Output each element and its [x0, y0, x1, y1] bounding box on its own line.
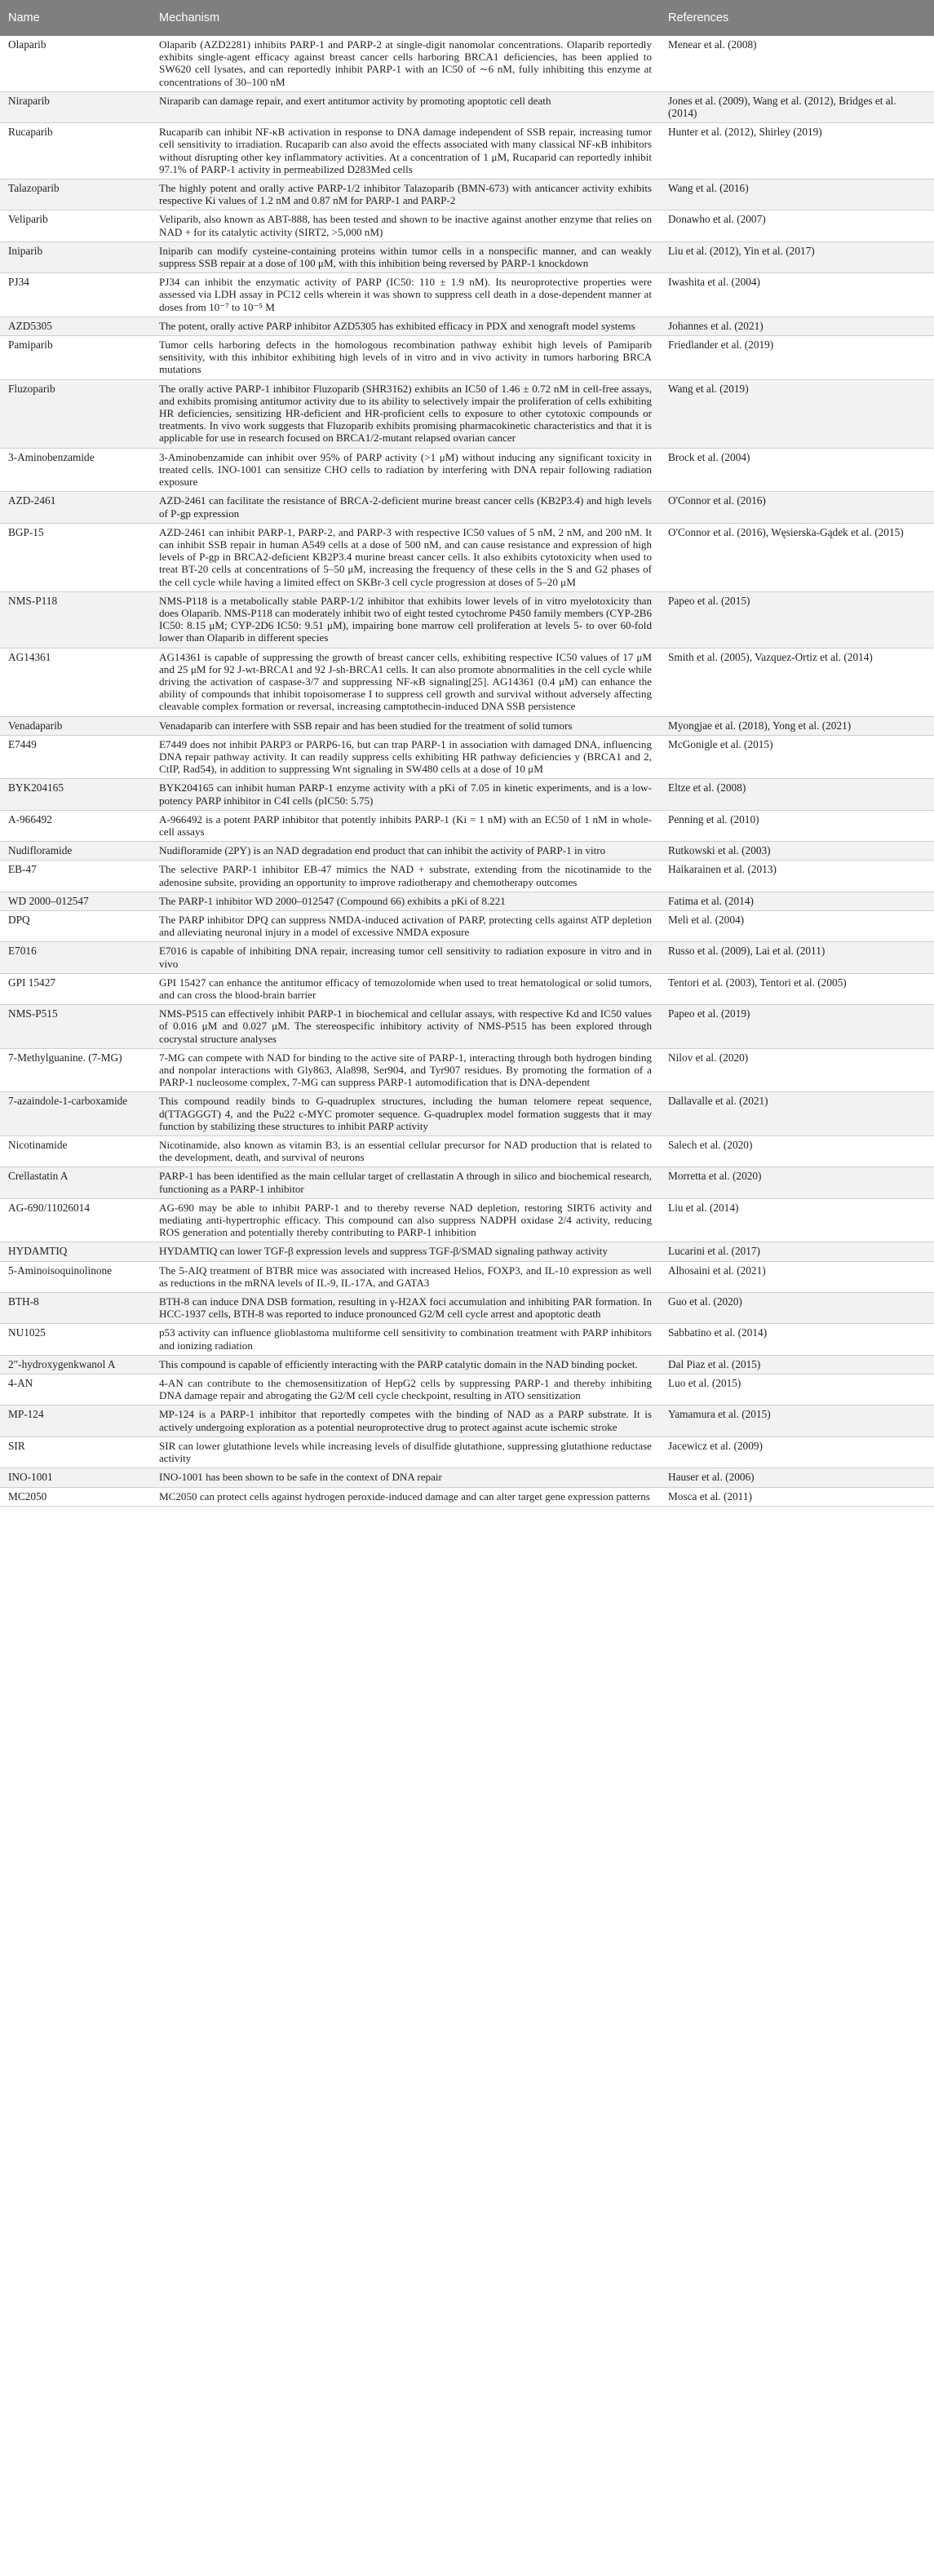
mechanism-cell: The PARP inhibitor DPQ can suppress NMDA-induced activation of PARP, protecting cells against ATP depletion and alleviating neuronal injury in a model of excessive NMDA exposure — [151, 910, 660, 941]
drug-name-cell: Fluzoparib — [0, 379, 151, 448]
drug-name-cell: 7-azaindole-1-carboxamide — [0, 1092, 151, 1136]
table-row — [0, 336, 934, 380]
table-row — [0, 1242, 934, 1261]
references-cell: Tentori et al. (2003), Tentori et al. (2005) — [660, 973, 934, 1004]
mechanism-cell: This compound is capable of efficiently interacting with the PARP catalytic domain in the NAD binding pocket. — [151, 1355, 660, 1374]
drug-name-cell: E7449 — [0, 735, 151, 779]
mechanism-cell: AZD-2461 can inhibit PARP-1, PARP-2, and PARP-3 with respective IC50 values of 5 nM, 2 nM, and 200 nM. It can inhibit SSB repair in human A549 cells at a dose of 500 nM, and can cause resistance and expression of high levels of P-gp in BRCA2-deficient KB2P3.4 murine breast cancer cells. It also exhibits cytotoxicity when used to treat BT-20 cells at concentrations of 5–50 μM, increasing the frequency of these cells in the S and G2 phases of the cell cycle while having a limited effect on SKBr-3 cell cycle progression at doses of 5–20 μM — [151, 523, 660, 591]
table-row — [0, 973, 934, 1004]
references-cell: Liu et al. (2012), Yin et al. (2017) — [660, 241, 934, 272]
mechanism-cell: Nicotinamide, also known as vitamin B3, is an essential cellular precursor for NAD production that is related to the development, death, and survival of neurons — [151, 1136, 660, 1167]
references-cell: McGonigle et al. (2015) — [660, 735, 934, 779]
table-row — [0, 1324, 934, 1355]
table-row — [0, 523, 934, 591]
mechanism-cell: Venadaparib can interfere with SSB repair and has been studied for the treatment of solid tumors — [151, 716, 660, 735]
table-row — [0, 91, 934, 122]
drug-name-cell: E7016 — [0, 942, 151, 973]
table-row — [0, 892, 934, 910]
drug-name-cell: BTH-8 — [0, 1293, 151, 1324]
drug-name-cell: DPQ — [0, 910, 151, 941]
references-cell: O'Connor et al. (2016) — [660, 492, 934, 523]
table-row — [0, 1092, 934, 1136]
mechanism-cell: The highly potent and orally active PARP-1/2 inhibitor Talazoparib (BMN-673) with anticancer activity exhibits respective Ki values of 1.2 nM and 0.87 nM for PARP-1 and PARP-2 — [151, 179, 660, 210]
mechanism-cell: NMS-P515 can effectively inhibit PARP-1 in biochemical and cellular assays, with respective Kd and IC50 values of 0.016 μM and 0.027 μM. The stereospecific inhibitory activity of NMS-P515 has been explored through cocrystal structure analyses — [151, 1005, 660, 1049]
references-cell: Donawho et al. (2007) — [660, 210, 934, 241]
drug-name-cell: 3-Aminobenzamide — [0, 448, 151, 492]
drug-name-cell: 5-Aminoisoquinolinone — [0, 1261, 151, 1292]
references-cell: Penning et al. (2010) — [660, 810, 934, 841]
table-row — [0, 779, 934, 810]
references-cell: Smith et al. (2005), Vazquez-Ortiz et al. (2014) — [660, 648, 934, 716]
table-row — [0, 861, 934, 892]
mechanism-cell: Olaparib (AZD2281) inhibits PARP-1 and PARP-2 at single-digit nanomolar concentrations. Olaparib reportedly exhibits single-agent efficacy against breast cancer cells harboring BRCA1 deficiencies, has been applied to SW620 cell lysates, and can reportedly inhibit PARP-1 with an IC50 of ∼6 nM, fully inhibiting this enzyme at concentrations of 30–100 nM — [151, 36, 660, 91]
mechanism-cell: PJ34 can inhibit the enzymatic activity of PARP (IC50: 110 ± 1.9 nM). Its neuroprotective properties were assessed via LDH assay in PC12 cells wherein it was shown to suppress cell death in a dose-dependent manner at doses from 10⁻⁷ to 10⁻⁵ M — [151, 273, 660, 317]
mechanism-cell: PARP-1 has been identified as the main cellular target of crellastatin A through in silico and biochemical research, functioning as a PARP-1 inhibitor — [151, 1167, 660, 1198]
references-cell: Johannes et al. (2021) — [660, 316, 934, 335]
mechanism-cell: Iniparib can modify cysteine-containing proteins within tumor cells in a nonspecific manner, and can weakly suppress SSB repair at a dose of 100 μM, with this inhibition being reversed by PARP-1 knockdown — [151, 241, 660, 272]
references-cell: Mosca et al. (2011) — [660, 1487, 934, 1506]
drug-name-cell: BGP-15 — [0, 523, 151, 591]
references-cell: Wang et al. (2016) — [660, 179, 934, 210]
drug-name-cell: EB-47 — [0, 861, 151, 892]
references-cell: Rutkowski et al. (2003) — [660, 842, 934, 861]
drug-name-cell: Pamiparib — [0, 336, 151, 380]
mechanism-cell: GPI 15427 can enhance the antitumor efficacy of temozolomide when used to treat hematological or solid tumors, and can cross the blood-brain barrier — [151, 973, 660, 1004]
references-cell: O'Connor et al. (2016), Węsierska-Gądek et al. (2015) — [660, 523, 934, 591]
references-cell: Jacewicz et al. (2009) — [660, 1436, 934, 1467]
drug-name-cell: AZD-2461 — [0, 492, 151, 523]
drug-name-cell: AG-690/11026014 — [0, 1198, 151, 1242]
references-cell: Papeo et al. (2019) — [660, 1005, 934, 1049]
mechanism-cell: MP-124 is a PARP-1 inhibitor that reportedly competes with the binding of NAD as a PARP substrate. It is actively undergoing exploration as a potential neuroprotective drug to protect against acute ischemic stroke — [151, 1405, 660, 1436]
table-row — [0, 1405, 934, 1436]
drug-name-cell: GPI 15427 — [0, 973, 151, 1004]
mechanism-cell: Veliparib, also known as ABT-888, has been tested and shown to be inactive against another enzyme that relies on NAD + for its catalytic activity (SIRT2, >5,000 nM) — [151, 210, 660, 241]
table-row — [0, 123, 934, 179]
mechanism-cell: Niraparib can damage repair, and exert antitumor activity by promoting apoptotic cell death — [151, 91, 660, 122]
table-row — [0, 716, 934, 735]
mechanism-cell: p53 activity can influence glioblastoma multiforme cell sensitivity to combination treatment with PARP inhibitors and ionizing radiation — [151, 1324, 660, 1355]
table-row — [0, 1293, 934, 1324]
drug-name-cell: A-966492 — [0, 810, 151, 841]
mechanism-cell: HYDAMTIQ can lower TGF-β expression levels and suppress TGF-β/SMAD signaling pathway activity — [151, 1242, 660, 1261]
mechanism-cell: The potent, orally active PARP inhibitor AZD5305 has exhibited efficacy in PDX and xenograft model systems — [151, 316, 660, 335]
drug-name-cell: Talazoparib — [0, 179, 151, 210]
table-row — [0, 648, 934, 716]
mechanism-cell: NMS-P118 is a metabolically stable PARP-1/2 inhibitor that exhibits lower levels of in vitro myelotoxicity than does Olaparib. NMS-P118 can moderately inhibit two of eight tested cytochrome P450 family members (CYP-2B6 IC50: 8.15 μM; CYP-2D6 IC50: 9.51 μM), impairing bone marrow cell proliferation at levels 5- to over 60-fold lower than Olaparib in different species — [151, 591, 660, 648]
references-cell: Iwashita et al. (2004) — [660, 273, 934, 317]
mechanism-cell: The PARP-1 inhibitor WD 2000–012547 (Compound 66) exhibits a pKi of 8.221 — [151, 892, 660, 910]
drug-name-cell: INO-1001 — [0, 1468, 151, 1487]
mechanism-cell: The selective PARP-1 inhibitor EB-47 mimics the NAD + substrate, extending from the nicotinamide to the adenosine subsite, providing an opportunity to improve radiotherapy and chemotherapy outcomes — [151, 861, 660, 892]
column-header-references: References — [660, 0, 934, 36]
mechanism-cell: 3-Aminobenzamide can inhibit over 95% of PARP activity (>1 μM) without inducing any significant toxicity in treated cells. INO-1001 can sensitize CHO cells to radiation by interfering with DNA repair following radiation exposure — [151, 448, 660, 492]
references-cell: Yamamura et al. (2015) — [660, 1405, 934, 1436]
drug-name-cell: Iniparib — [0, 241, 151, 272]
table-row — [0, 1468, 934, 1487]
mechanism-cell: A-966492 is a potent PARP inhibitor that potently inhibits PARP-1 (Ki = 1 nM) with an EC50 of 1 nM in whole-cell assays — [151, 810, 660, 841]
drug-name-cell: Niraparib — [0, 91, 151, 122]
drug-name-cell: AZD5305 — [0, 316, 151, 335]
drug-name-cell: Crellastatin A — [0, 1167, 151, 1198]
drug-name-cell: NMS-P515 — [0, 1005, 151, 1049]
drug-name-cell: Nudifloramide — [0, 842, 151, 861]
mechanism-cell: INO-1001 has been shown to be safe in the context of DNA repair — [151, 1468, 660, 1487]
table-row — [0, 379, 934, 448]
table-row — [0, 36, 934, 91]
table-row — [0, 448, 934, 492]
mechanism-cell: AG14361 is capable of suppressing the growth of breast cancer cells, exhibiting respective IC50 values of 17 μM and 25 μM for 92 J-wt-BRCA1 and 92 J-sh-BRCA1 cells. It can also promote abnormalities in the cell cycle while driving the activation of caspase-3/7 and suppressing NF-κB signaling[25]. AG14361 (0.4 μM) can enhance the ability of compounds that inhibit topoisomerase I to suppress cell growth and survival without adversely affecting cleavable complex formation or reversal, increasing camptothecin-induced DNA SSB persistence — [151, 648, 660, 716]
column-header-name: Name — [0, 0, 151, 36]
references-cell: Eltze et al. (2008) — [660, 779, 934, 810]
table-row — [0, 1355, 934, 1374]
references-cell: Morretta et al. (2020) — [660, 1167, 934, 1198]
mechanism-cell: BTH-8 can induce DNA DSB formation, resulting in γ-H2AX foci accumulation and inhibiting PAR formation. In HCC-1937 cells, BTH-8 was reported to induce pronounced G2/M cell cycle arrest and apoptotic death — [151, 1293, 660, 1324]
mechanism-cell: E7449 does not inhibit PARP3 or PARP6-16, but can trap PARP-1 in association with damaged DNA, influencing DNA repair pathway activity. It can readily suppress cells exhibiting HR pathway deficiencies y (BRCA1 and 2, CtIP, Rad54), in addition to suppressing Wnt signaling in SW480 cells at a dose of 10 μM — [151, 735, 660, 779]
table-row — [0, 179, 934, 210]
references-cell: Luo et al. (2015) — [660, 1374, 934, 1405]
references-cell: Dallavalle et al. (2021) — [660, 1092, 934, 1136]
references-cell: Sabbatino et al. (2014) — [660, 1324, 934, 1355]
mechanism-cell: AZD-2461 can facilitate the resistance of BRCA-2-deficient murine breast cancer cells (KB2P3.4) and high levels of P-gp expression — [151, 492, 660, 523]
references-cell: Hunter et al. (2012), Shirley (2019) — [660, 123, 934, 179]
table-row — [0, 1167, 934, 1198]
references-cell: Alhosaini et al. (2021) — [660, 1261, 934, 1292]
references-cell: Menear et al. (2008) — [660, 36, 934, 91]
references-cell: Haikarainen et al. (2013) — [660, 861, 934, 892]
table-row — [0, 1374, 934, 1405]
table-row — [0, 273, 934, 317]
mechanism-cell: E7016 is capable of inhibiting DNA repair, increasing tumor cell sensitivity to radiation exposure in vitro and in vivo — [151, 942, 660, 973]
references-cell: Russo et al. (2009), Lai et al. (2011) — [660, 942, 934, 973]
table-row — [0, 735, 934, 779]
references-cell: Brock et al. (2004) — [660, 448, 934, 492]
mechanism-cell: The orally active PARP-1 inhibitor Fluzoparib (SHR3162) exhibits an IC50 of 1.46 ± 0.72 nM in cell-free assays, and exhibits promising antitumor activity due to its ability to selectively impair the proliferation of cells exhibiting HR deficiencies, sensitizing HR-deficient and HR-proficient cells to exposure to other cytotoxic compounds or treatments. In vivo work suggests that Fluzoparib exhibits promising pharmacokinetic characteristics and that it is applicable for use in research focused on BRCA1/2-mutant relapsed ovarian cancer — [151, 379, 660, 448]
table-row — [0, 492, 934, 523]
table-row — [0, 591, 934, 648]
drug-name-cell: WD 2000–012547 — [0, 892, 151, 910]
table-row — [0, 1048, 934, 1092]
references-cell: Jones et al. (2009), Wang et al. (2012), Bridges et al. (2014) — [660, 91, 934, 122]
drug-name-cell: HYDAMTIQ — [0, 1242, 151, 1261]
drug-name-cell: Nicotinamide — [0, 1136, 151, 1167]
drug-name-cell: SIR — [0, 1436, 151, 1467]
table-row — [0, 810, 934, 841]
mechanism-cell: Rucaparib can inhibit NF-κB activation in response to DNA damage independent of SSB repair, increasing tumor cell sensitivity to irradiation. Rucaparib can also avoid the effects associated with many classical NF-κB inhibitors without disrupting other key inflammatory activities. At a concentration of 1 μM, Rucaparid can reportedly inhibit 97.1% of PARP-1 activity in permeabilized D283Med cells — [151, 123, 660, 179]
mechanism-cell: The 5-AIQ treatment of BTBR mice was associated with increased Helios, FOXP3, and IL-10 expression as well as reductions in the mRNA levels of IL-9, IL-17A, and GATA3 — [151, 1261, 660, 1292]
table-row — [0, 1487, 934, 1506]
mechanism-cell: AG-690 may be able to inhibit PARP-1 and to thereby reverse NAD depletion, restoring SIRT6 activity and mediating anti-hypertrophic efficacy. This compound can also suppress NADPH oxidase 2/4 activity, reducing ROS generation and potentially thereby contributing to PARP-1 inhibition — [151, 1198, 660, 1242]
mechanism-cell: Tumor cells harboring defects in the homologous recombination pathway exhibit high levels of Pamiparib sensitivity, with this inhibitor exhibiting high levels of in vitro and in vivo activity in tumors harboring BRCA mutations — [151, 336, 660, 380]
references-cell: Nilov et al. (2020) — [660, 1048, 934, 1092]
references-cell: Liu et al. (2014) — [660, 1198, 934, 1242]
drug-name-cell: Veliparib — [0, 210, 151, 241]
table-row — [0, 842, 934, 861]
mechanism-cell: SIR can lower glutathione levels while increasing levels of disulfide glutathione, suppressing glutathione reductase activity — [151, 1436, 660, 1467]
drug-name-cell: 2″-hydroxygenkwanol A — [0, 1355, 151, 1374]
mechanism-cell: 4-AN can contribute to the chemosensitization of HepG2 cells by suppressing PARP-1 and thereby inhibiting DNA damage repair and abrogating the G2/M cell cycle checkpoint, resulting in ATO sensitization — [151, 1374, 660, 1405]
references-cell: Wang et al. (2019) — [660, 379, 934, 448]
drug-name-cell: MP-124 — [0, 1405, 151, 1436]
table-row — [0, 910, 934, 941]
references-cell: Dal Piaz et al. (2015) — [660, 1355, 934, 1374]
column-header-mechanism: Mechanism — [151, 0, 660, 36]
drug-name-cell: AG14361 — [0, 648, 151, 716]
table-row — [0, 1436, 934, 1467]
table-row — [0, 942, 934, 973]
references-cell: Myongjae et al. (2018), Yong et al. (2021) — [660, 716, 934, 735]
references-cell: Lucarini et al. (2017) — [660, 1242, 934, 1261]
references-cell: Papeo et al. (2015) — [660, 591, 934, 648]
mechanism-cell: This compound readily binds to G-quadruplex structures, including the human telomere repeat sequence, d(TTAGGGT) 4, and the Pu22 c-MYC promoter sequence. G-quadruplex model formation suggests that it may function by stabilizing these structures to inhibit PARP activity — [151, 1092, 660, 1136]
drug-name-cell: NMS-P118 — [0, 591, 151, 648]
table-row — [0, 241, 934, 272]
table-row — [0, 1005, 934, 1049]
mechanism-cell: BYK204165 can inhibit human PARP-1 enzyme activity with a pKi of 7.05 in kinetic experiments, and is a low-potency PARP inhibitor in C4I cells (pIC50: 5.75) — [151, 779, 660, 810]
drug-name-cell: BYK204165 — [0, 779, 151, 810]
mechanism-cell: MC2050 can protect cells against hydrogen peroxide-induced damage and can alter target gene expression patterns — [151, 1487, 660, 1506]
drug-name-cell: NU1025 — [0, 1324, 151, 1355]
table-row — [0, 1261, 934, 1292]
table-row — [0, 210, 934, 241]
references-cell: Friedlander et al. (2019) — [660, 336, 934, 380]
references-cell: Hauser et al. (2006) — [660, 1468, 934, 1487]
drug-name-cell: MC2050 — [0, 1487, 151, 1506]
drug-name-cell: Olaparib — [0, 36, 151, 91]
drug-name-cell: PJ34 — [0, 273, 151, 317]
mechanism-cell: 7-MG can compete with NAD for binding to the active site of PARP-1, interacting through both hydrogen binding and nonpolar interactions with Gly863, Ala898, Ser904, and Tyr907 residues. By promoting the formation of a PARP-1 nucleosome complex, 7-MG can suppress PARP-1 automodification that is DNA-dependent — [151, 1048, 660, 1092]
drug-name-cell: Venadaparib — [0, 716, 151, 735]
drug-name-cell: 4-AN — [0, 1374, 151, 1405]
table-row — [0, 316, 934, 335]
references-cell: Salech et al. (2020) — [660, 1136, 934, 1167]
table-row — [0, 1136, 934, 1167]
table-row — [0, 1198, 934, 1242]
header-row — [0, 0, 934, 36]
references-cell: Guo et al. (2020) — [660, 1293, 934, 1324]
references-cell: Fatima et al. (2014) — [660, 892, 934, 910]
drug-name-cell: 7-Methylguanine. (7-MG) — [0, 1048, 151, 1092]
references-cell: Meli et al. (2004) — [660, 910, 934, 941]
drug-name-cell: Rucaparib — [0, 123, 151, 179]
mechanism-cell: Nudifloramide (2PY) is an NAD degradation end product that can inhibit the activity of PARP-1 in vitro — [151, 842, 660, 861]
